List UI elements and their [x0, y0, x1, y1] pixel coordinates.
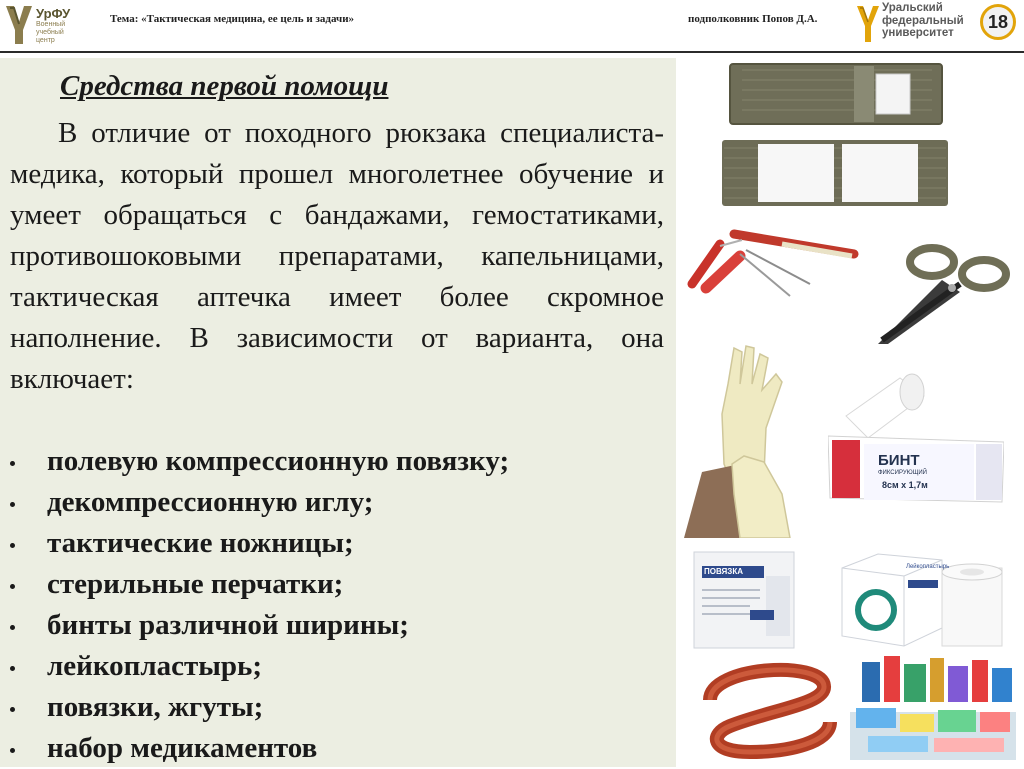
slide-topic: Тема: «Тактическая медицина, ее цель и задачи» — [110, 13, 355, 25]
compression-bandage-image — [722, 60, 948, 210]
bullet-icon — [10, 707, 15, 712]
bandage-sublabel: ФИКСИРУЮЩИЙ — [878, 470, 927, 476]
intro-paragraph-text: В отличие от походного рюкзака специалиста-медика, который прошел многолетнее обучение и умеет обращаться с бандажами, гемостатиками, противошоковыми препаратами, капельницами, тактическая аптечка имеет более скромное наполнение. В зависимости от варианта, она включает: — [10, 117, 664, 395]
bullet-icon — [10, 625, 15, 630]
bandage-size: 8см х 1,7м — [882, 480, 928, 490]
bullet-icon — [10, 502, 15, 507]
bandage-label: БИНТ — [878, 452, 920, 469]
slide-number-badge: 18 — [980, 4, 1016, 40]
header-divider — [0, 51, 1024, 53]
bandage-roll-image — [828, 372, 1004, 510]
urfu-logo — [4, 4, 78, 46]
logo-subtitle: Военный учебный центр — [36, 21, 66, 44]
plaster-label: Лейкопластырь — [906, 564, 950, 570]
medication-kit-image — [848, 652, 1018, 762]
tactical-scissors-image — [872, 240, 1012, 348]
section-heading: Средства первой помощи — [60, 70, 389, 102]
adhesive-plaster-image — [838, 550, 1008, 650]
tourniquet-image — [690, 656, 838, 760]
intro-paragraph — [10, 113, 664, 400]
bullet-icon — [10, 584, 15, 589]
ufu-logo — [856, 2, 976, 48]
bullet-icon — [10, 543, 15, 548]
bullet-icon — [10, 748, 15, 753]
urfu-emblem-icon — [4, 4, 34, 46]
ufu-line-2: федеральный — [882, 14, 964, 27]
slide-header — [0, 0, 1024, 52]
ufu-emblem-icon — [856, 4, 880, 44]
bullet-icon — [10, 666, 15, 671]
decompression-needle-image — [682, 226, 862, 300]
logo-title: УрФУ — [36, 6, 71, 21]
ufu-line-1: Уральский — [882, 2, 943, 14]
sterile-gloves-image — [684, 344, 808, 538]
slide-author: подполковник Попов Д.А. — [688, 13, 818, 25]
gauze-label: ПОВЯЗКА — [704, 567, 743, 576]
gauze-dressing-image — [690, 546, 798, 650]
bullet-icon — [10, 461, 15, 466]
ufu-line-3: университет — [882, 27, 954, 39]
